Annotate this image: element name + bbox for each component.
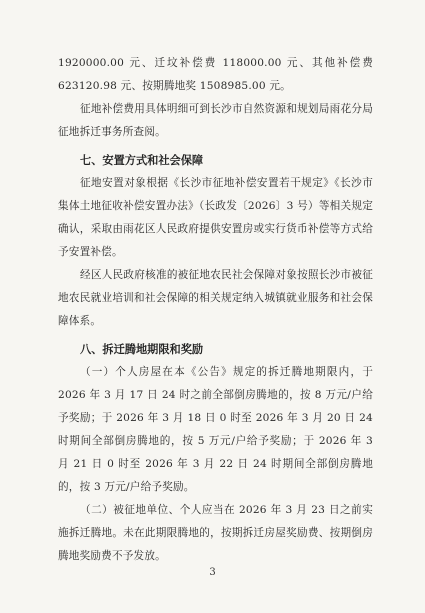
paragraph-compensation-details: 征地补偿费用具体明细可到长沙市自然资源和规划局雨花分局征地拆迁事务所查阅。 <box>58 103 373 138</box>
paragraph-resettlement-method: 征地安置对象根据《长沙市征地补偿安置若干规定》《长沙市集体土地征收补偿安置办法》（长政发〔2026〕3 号）等相关规定确认，采取由雨花区人民政府提供安置房或实行货币补偿等方式给予安置补偿。 <box>58 177 373 258</box>
paragraph-social-security: 经区人民政府核准的被征地农民社会保障对象按照长沙市被征地农民就业培训和社会保障的相关规定纳入城镇就业服务和社会保障体系。 <box>58 269 373 327</box>
page-number: 3 <box>209 567 216 578</box>
section-heading-deadline-reward: 八、拆迁腾地期限和奖励 <box>80 343 204 356</box>
page-body <box>58 52 377 568</box>
paragraph-deadline-penalty: （二）被征地单位、个人应当在 2026 年 3 月 23 日之前实施拆迁腾地。未在此期限腾地的，按期拆迁房屋奖励费、按期倒房腾地奖励费不予发放。 <box>58 504 373 562</box>
section-heading-resettlement: 七、安置方式和社会保障 <box>80 154 204 167</box>
paragraph-compensation-amounts: 1920000.00 元、迁坟补偿费 118000.00 元、其他补偿费 623120.98 元、按期腾地奖 1508985.00 元。 <box>58 57 377 92</box>
paragraph-reward-schedule: （一）个人房屋在本《公告》规定的拆迁腾地期限内，于 2026 年 3 月 17 日 24 时之前全部倒房腾地的，按 8 万元/户给予奖励；于 2026 年 3 月 18 日 0 时至 2026 年 3 月 20 日 24 时期间全部倒房腾地的，按 5 万元/户给予奖励；于 2026 年 3 月 21 日 0 时至 2026 年 3 月 22 日 24 时期间全部倒房腾地的，按 3 万元/户给予奖励。 <box>58 366 377 493</box>
